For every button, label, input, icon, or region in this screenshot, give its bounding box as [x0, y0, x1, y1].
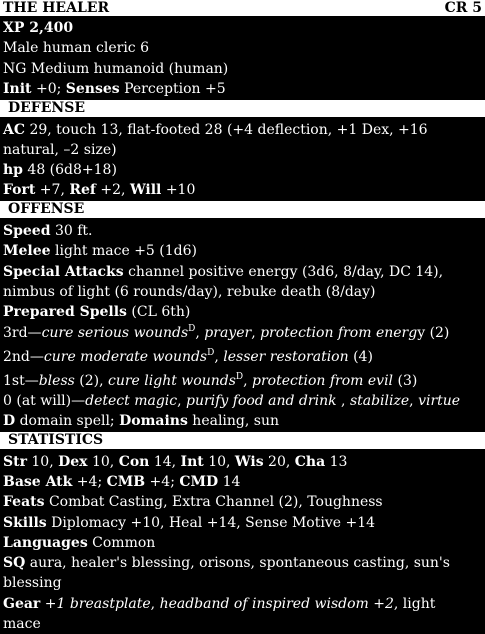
- spell-level-0: 0 (at will)—detect magic, purify food and drink , stabilize, virtue: [3, 393, 461, 409]
- sq-line: SQ aura, healer's blessing, orisons, spontaneous casting, sun's: [3, 555, 450, 571]
- stat-block-header: [0, 0, 485, 16]
- creature-name: THE HEALER: [3, 0, 110, 16]
- class-line: Male human cleric 6: [3, 40, 149, 56]
- melee-line: Melee light mace +5 (1d6): [3, 243, 197, 259]
- xp-line: XP 2,400: [3, 20, 74, 36]
- ac-line: AC 29, touch 13, flat-footed 28 (+4 deflection, +1 Dex, +16: [3, 122, 428, 138]
- skills-line: Skills Diplomacy +10, Heal +14, Sense Motive +14: [3, 515, 376, 531]
- gear-line: Gear +1 breastplate, headband of inspired wisdom +2, light: [3, 596, 436, 612]
- speed-line: Speed 30 ft.: [3, 223, 93, 239]
- spell-level-1: 1st—bless (2), cure light wounds$^D$, protection from evil (3): [3, 372, 418, 389]
- ability-scores-line: Str 10, Dex 10, Con 14, Int 10, Wis 20, Cha 13: [3, 454, 348, 470]
- challenge-rating: CR 5: [444, 0, 482, 16]
- feats-line: Feats Combat Casting, Extra Channel (2), Toughness: [3, 494, 383, 510]
- spell-level-2: 2nd—cure moderate wounds$^D$, lesser restoration (4): [3, 348, 373, 365]
- domains-line: D domain spell; Domains healing, sun: [3, 413, 280, 429]
- defense-heading: DEFENSE: [0, 100, 485, 117]
- sq-line-cont: blessing: [3, 575, 62, 591]
- offense-heading: OFFENSE: [0, 201, 485, 218]
- ac-line-cont: natural, –2 size): [3, 142, 117, 158]
- statistics-heading: STATISTICS: [0, 432, 485, 449]
- saves-line: Fort +7, Ref +2, Will +10: [3, 182, 196, 198]
- spell-level-3: 3rd—cure serious wounds$^D$, prayer, protection from energy (2): [3, 324, 450, 341]
- prepared-spells-line: Prepared Spells (CL 6th): [3, 304, 191, 320]
- gear-line-cont: mace: [3, 616, 41, 632]
- combat-maneuver-line: Base Atk +4; CMB +4; CMD 14: [3, 474, 241, 490]
- init-senses-line: Init +0; Senses Perception +5: [3, 81, 226, 97]
- special-attacks-line-cont: nimbus of light (6 rounds/day), rebuke death (8/day): [3, 284, 376, 300]
- hp-line: hp 48 (6d8+18): [3, 162, 117, 178]
- special-attacks-line: Special Attacks channel positive energy (3d6, 8/day, DC 14),: [3, 264, 444, 280]
- languages-line: Languages Common: [3, 535, 156, 551]
- type-line: NG Medium humanoid (human): [3, 61, 229, 77]
